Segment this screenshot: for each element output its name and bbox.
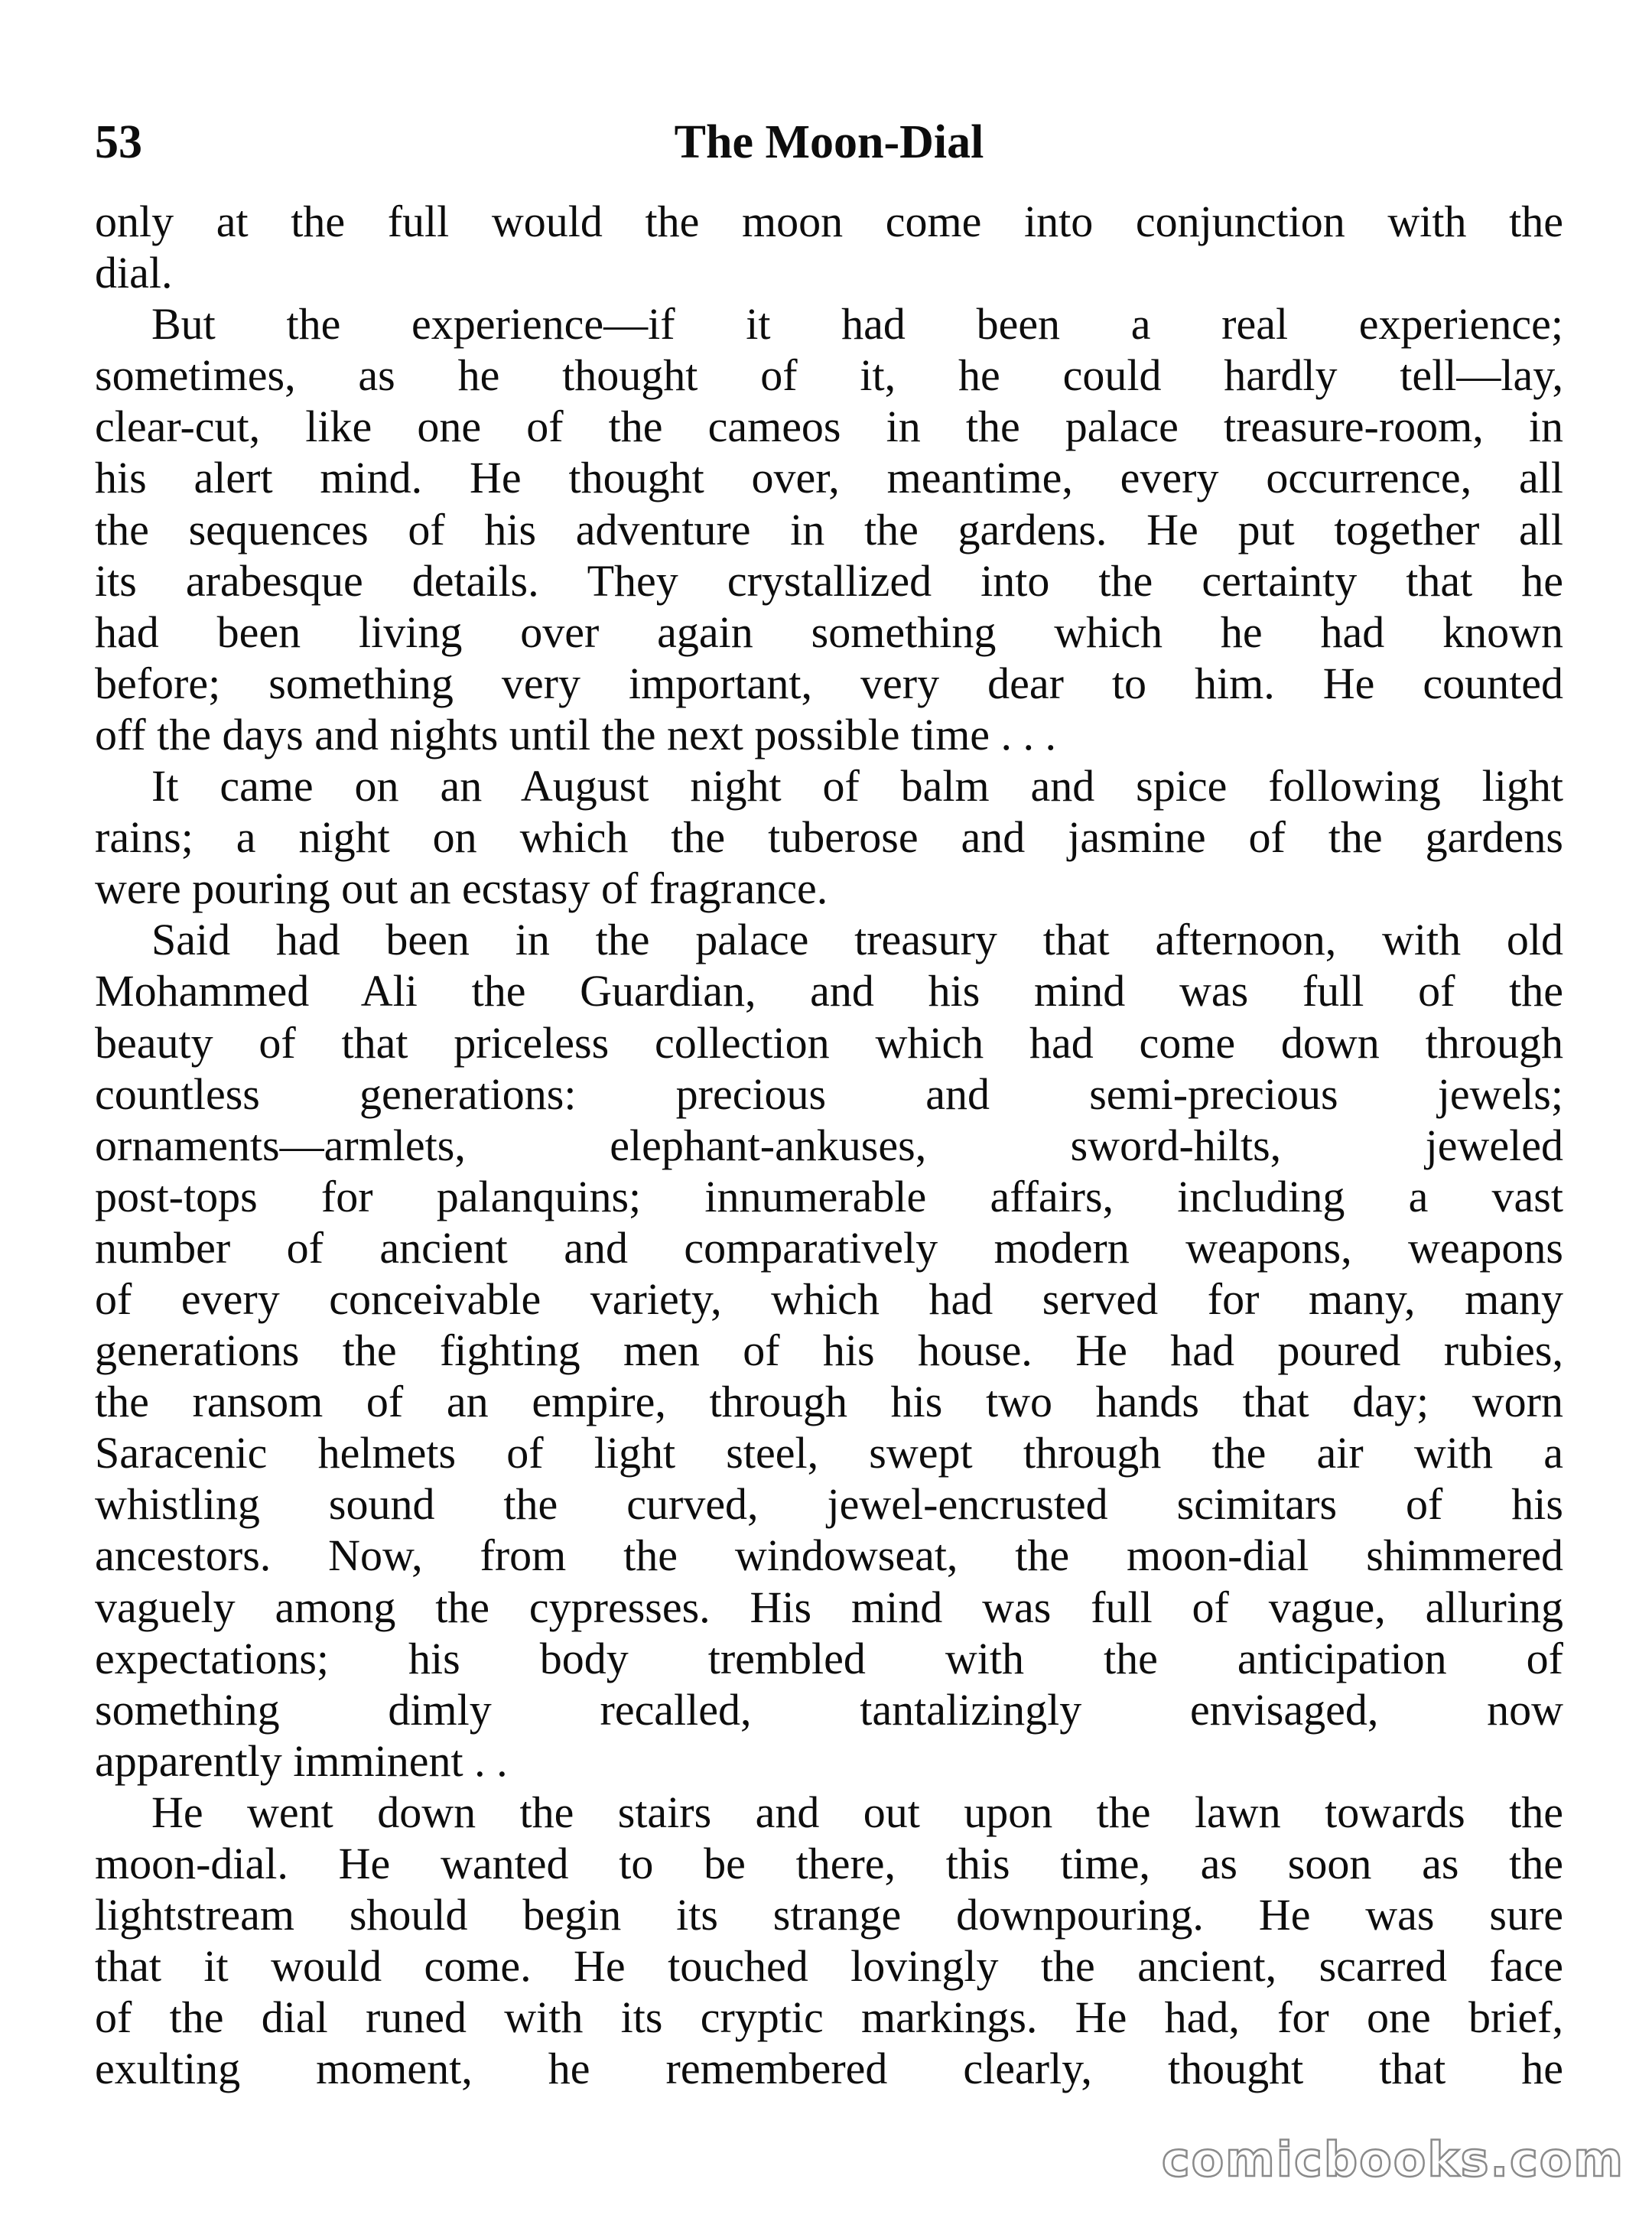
- text-line: were pouring out an ecstasy of fragrance.: [95, 863, 828, 914]
- text-line: the sequences of his adventure in the gardens. He put together all: [95, 504, 1563, 554]
- text-line: He went down the stairs and out upon the lawn towards the: [151, 1787, 1563, 1837]
- text-line: clear-cut, like one of the cameos in the palace treasure-room, in: [95, 402, 1563, 452]
- text-line: off the days and nights until the next possible time . . .: [95, 709, 1057, 759]
- text-line: before; something very important, very dear to him. He counted: [95, 658, 1563, 708]
- text-line: whistling sound the curved, jewel-encrusted scimitars of his: [95, 1479, 1563, 1530]
- page-number: 53: [95, 116, 142, 168]
- text-line: Saracenic helmets of light steel, swept through the air with a: [95, 1428, 1563, 1478]
- text-line: something dimly recalled, tantalizingly envisaged, now: [95, 1684, 1563, 1735]
- text-line: that it would come. He touched lovingly the ancient, scarred face: [95, 1941, 1563, 1992]
- text-line: Mohammed Ali the Guardian, and his mind was full of the: [95, 966, 1563, 1016]
- text-line: lightstream should begin its strange downpouring. He was sure: [95, 1890, 1563, 1940]
- text-line: his alert mind. He thought over, meantime, every occurrence, all: [95, 453, 1563, 503]
- text-line: dial.: [95, 248, 173, 298]
- text-line: moon-dial. He wanted to be there, this time, as soon as the: [95, 1839, 1563, 1888]
- text-line: Said had been in the palace treasury that afternoon, with old: [151, 915, 1563, 965]
- text-line: vaguely among the cypresses. His mind was full of vague, alluring: [95, 1582, 1563, 1632]
- text-line: ornaments—armlets, elephant-ankuses, sword-hilts, jeweled: [95, 1120, 1563, 1170]
- text-line: expectations; his body trembled with the anticipation of: [95, 1633, 1563, 1683]
- text-line: sometimes, as he thought of it, he could hardly tell—lay,: [95, 350, 1563, 401]
- text-line: rains; a night on which the tuberose and jasmine of the gardens: [95, 812, 1563, 863]
- running-title: The Moon-Dial: [674, 116, 984, 168]
- text-line: generations the fighting men of his house. He had poured rubies,: [95, 1325, 1563, 1376]
- text-line: But the experience—if it had been a real experience;: [151, 299, 1563, 350]
- text-line: had been living over again something which he had known: [95, 607, 1563, 657]
- text-line: beauty of that priceless collection which had come down through: [95, 1017, 1563, 1068]
- text-line: ancestors. Now, from the windowseat, the moon-dial shimmered: [95, 1530, 1563, 1581]
- text-line: number of ancient and comparatively modern weapons, weapons: [95, 1222, 1563, 1273]
- body-text: [95, 196, 1563, 2094]
- text-line: apparently imminent . .: [95, 1735, 508, 1786]
- text-line: It came on an August night of balm and spice following light: [151, 761, 1563, 811]
- text-line: of every conceivable variety, which had served for many, many: [95, 1273, 1563, 1324]
- text-line: only at the full would the moon come into conjunction with the: [95, 197, 1563, 246]
- running-head: [95, 112, 1563, 173]
- text-line: post-tops for palanquins; innumerable affairs, including a vast: [95, 1171, 1563, 1221]
- text-line: the ransom of an empire, through his two hands that day; worn: [95, 1377, 1563, 1427]
- text-line: countless generations: precious and semi-precious jewels;: [95, 1068, 1563, 1119]
- watermark: comicbooks.com: [1161, 2132, 1624, 2187]
- text-line: its arabesque details. They crystallized into the certainty that he: [95, 555, 1563, 606]
- text-line: exulting moment, he remembered clearly, thought that he: [95, 2044, 1563, 2094]
- text-line: of the dial runed with its cryptic markings. He had, for one brief,: [95, 1992, 1563, 2043]
